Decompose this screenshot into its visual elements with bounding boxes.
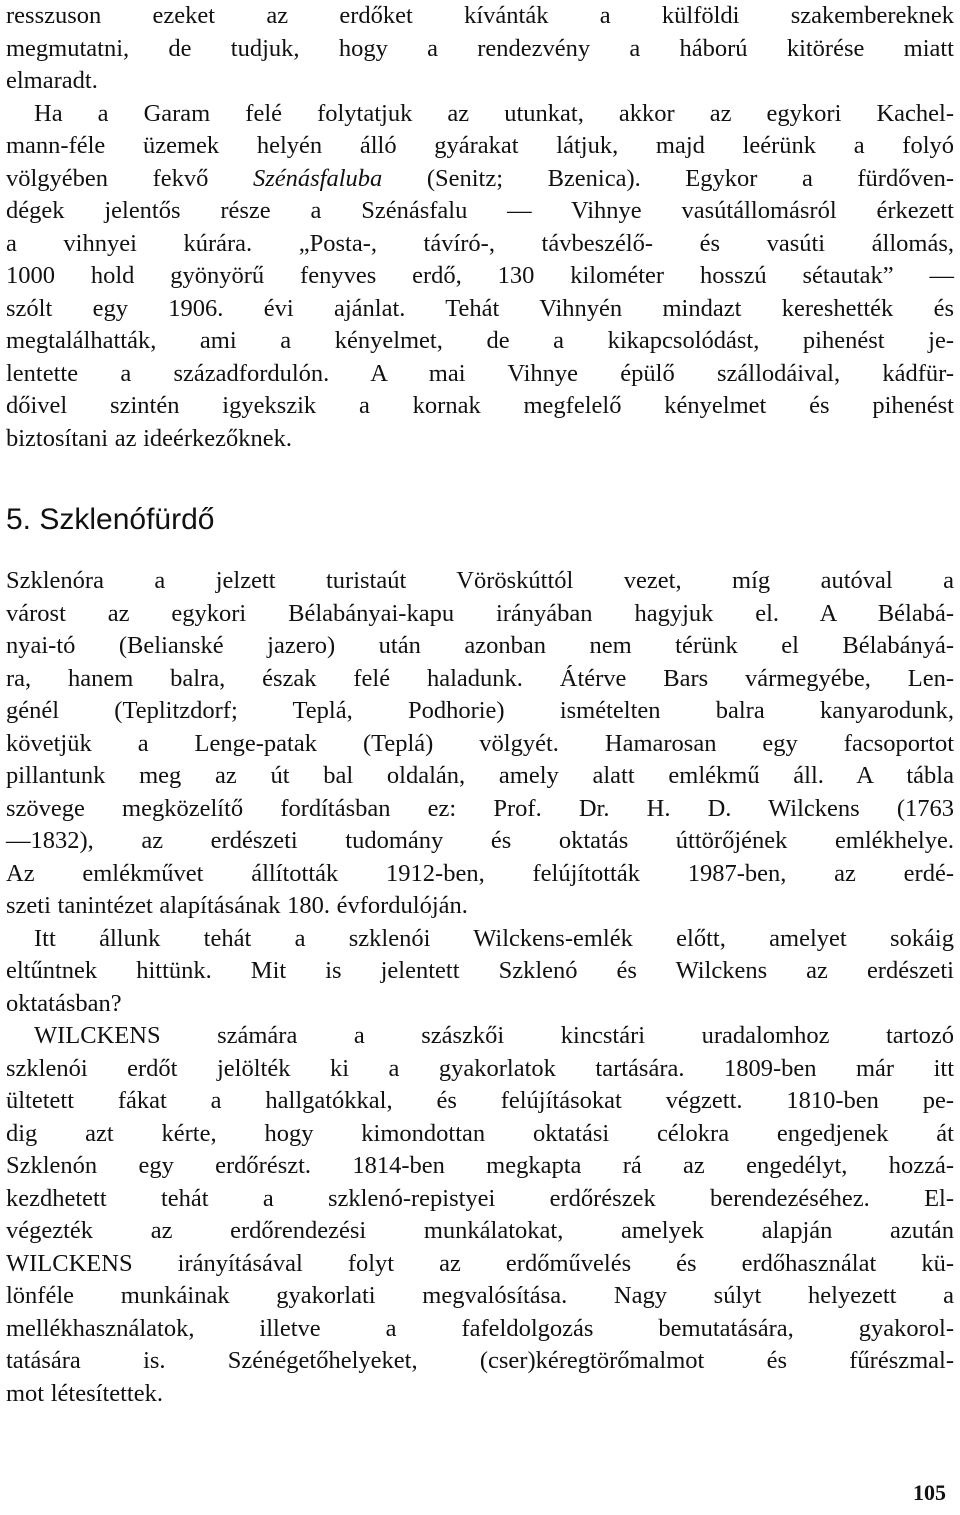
text-line: végezték az erdőrendezési munkálatokat, amelyek alapján azután <box>6 1217 954 1244</box>
text-line: a vihnyei kúrára. „Posta-, távíró-, távbeszélő- és vasúti állomás, <box>6 229 954 257</box>
text-line: szklenói erdőt jelölték ki a gyakorlatok tartására. 1809-ben már itt <box>6 1054 954 1082</box>
paragraph-3 <box>6 565 954 923</box>
text-line: Itt állunk tehát a szklenói Wilckens-emlék előtt, amelyet sokáig <box>34 924 954 952</box>
italic-place-name: Szénásfaluba <box>252 164 383 192</box>
text-line: WILCKENS irányításával folyt az erdőművelés és erdőhasználat kü- <box>6 1249 954 1277</box>
text-line: eltűntnek hittünk. Mit is jelentett Szklenó és Wilckens az erdészeti <box>6 957 954 984</box>
text-line: Szklenóra a jelzett turistaút Vöröskúttól vezet, míg autóval a <box>6 567 954 594</box>
document-page <box>6 0 954 1515</box>
text-line: oktatásban? <box>6 989 122 1017</box>
text-line: mot létesítettek. <box>6 1379 163 1407</box>
text-line: mellékhasználatok, illetve a fafeldolgozás bemutatására, gyakorol- <box>6 1314 954 1342</box>
section-heading: 5. Szklenófürdő <box>6 503 215 536</box>
text-line: dig azt kérte, hogy kimondottan oktatási célokra engedjenek át <box>6 1119 954 1147</box>
text-line: pillantunk meg az út bal oldalán, amely alatt emlékmű áll. A tábla <box>6 762 954 789</box>
text-line: biztosítani az ideérkezőknek. <box>6 424 293 452</box>
paragraph-1 <box>6 0 954 98</box>
text-line: szólt egy 1906. évi ajánlat. Tehát Vihnyén mindazt kereshették és <box>6 294 954 322</box>
text-line: resszuson ezeket az erdőket kívánták a külföldi szakembereknek <box>6 2 954 29</box>
text-line: mann-féle üzemek helyén álló gyárakat látjuk, majd leérünk a folyó <box>6 132 954 159</box>
paragraph-4 <box>6 923 954 1021</box>
text-line: Az emlékművet állították 1912-ben, felújították 1987-ben, az erdé- <box>6 859 954 887</box>
text-line: szeti tanintézet alapításának 180. évfordulóján. <box>6 892 468 919</box>
text-line: génél (Teplitzdorf; Teplá, Podhorie) ismételten balra kanyarodunk, <box>6 697 954 724</box>
text-line: WILCKENS számára a szászkői kincstári uradalomhoz tartozó <box>34 1022 954 1049</box>
text-line: dégek jelentős része a Szénásfalu — Vihnye vasútállomásról érkezett <box>6 197 954 224</box>
text-line: követjük a Lenge-patak (Teplá) völgyét. Hamarosan egy facsoportot <box>6 729 954 757</box>
text-line: megmutatni, de tudjuk, hogy a rendezvény a háború kitörése miatt <box>6 34 954 62</box>
text-line: Ha a Garam felé folytatjuk az utunkat, akkor az egykori Kachel- <box>34 99 954 127</box>
page-number: 105 <box>913 1480 946 1505</box>
text-line: nyai-tó (Belianské jazero) után azonban nem térünk el Bélabányá- <box>6 632 954 659</box>
text-line: kezdhetett tehát a szklenó-repistyei erdőrészek berendezéséhez. El- <box>6 1184 954 1212</box>
text-line: —1832), az erdészeti tudomány és oktatás úttörőjének emlékhelye. <box>6 827 954 854</box>
text-line: lönféle munkáinak gyakorlati megvalósítása. Nagy súlyt helyezett a <box>6 1282 954 1309</box>
text-line: ültetett fákat a hallgatókkal, és felújításokat végzett. 1810-ben pe- <box>6 1087 954 1114</box>
text-line: tatására is. Szénégetőhelyeket, (cser)kéregtörőmalmot és fűrészmal- <box>6 1347 954 1374</box>
text-line: 1000 hold gyönyörű fenyves erdő, 130 kilométer hosszú sétautak” — <box>6 262 954 289</box>
text-line: ra, hanem balra, észak felé haladunk. Átérve Bars vármegyébe, Len- <box>6 664 954 692</box>
text-line: várost az egykori Bélabányai-kapu irányában hagyjuk el. A Bélabá- <box>6 599 954 627</box>
text-line: elmaradt. <box>6 67 98 94</box>
text-line-with-italic: völgyében fekvő Szénásfaluba (Senitz; Bzenica). Egykor a fürdőven- <box>6 164 955 192</box>
paragraph-5 <box>6 1020 954 1410</box>
paragraph-2 <box>6 98 954 456</box>
text-line: lentette a századfordulón. A mai Vihnye épülő szállodáival, kádfür- <box>6 359 954 387</box>
text-line: dőivel szintén igyekszik a kornak megfelelő kényelmet és pihenést <box>6 392 954 419</box>
text-line: szövege megközelítő fordításban ez: Prof. Dr. H. D. Wilckens (1763 <box>6 794 954 822</box>
text-line: Szklenón egy erdőrészt. 1814-ben megkapta rá az engedélyt, hozzá- <box>6 1152 954 1179</box>
text-line: megtalálhatták, ami a kényelmet, de a kikapcsolódást, pihenést je- <box>6 327 954 354</box>
